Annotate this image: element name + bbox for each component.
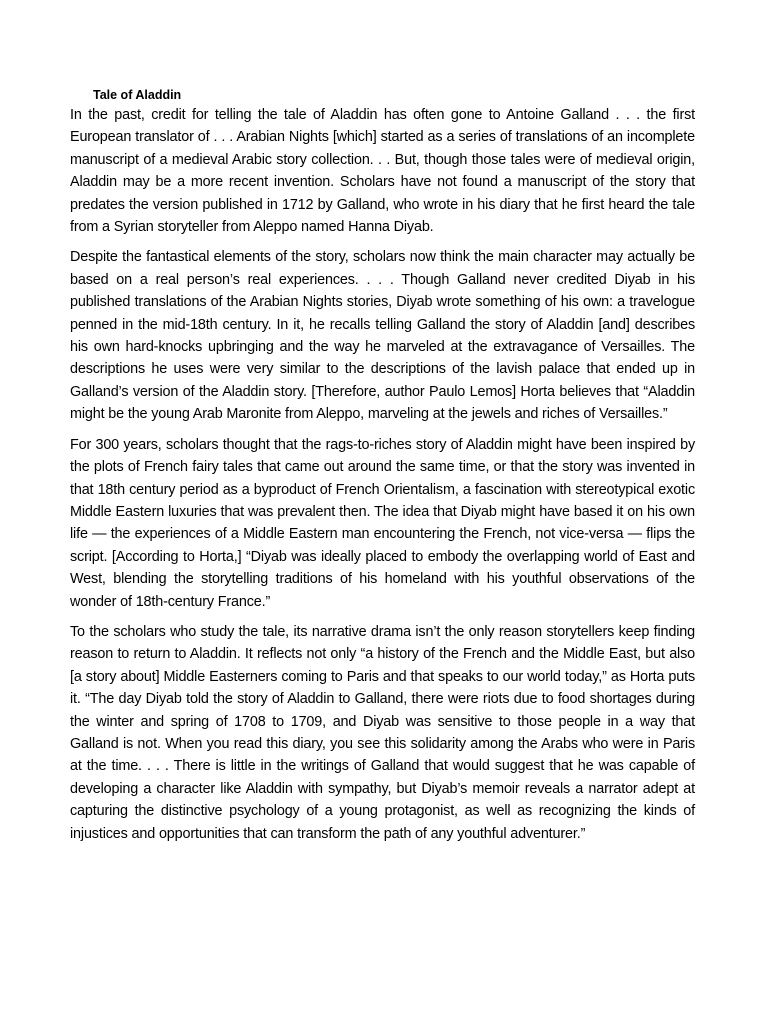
document-body <box>70 104 695 853</box>
paragraph-1: In the past, credit for telling the tale of Aladdin has often gone to Antoine Galland . . . the first European translator of . . . Arabian Nights [which] started as a series of translations of an incomplete manuscript of a medieval Arabic story collection. . . But, though those tales were of medieval origin, Aladdin may be a more recent invention. Scholars have not found a manuscript of the story that predates the version published in 1712 by Galland, who wrote in his diary that he first heard the tale from a Syrian storyteller from Aleppo named Hanna Diyab. <box>70 107 695 236</box>
paragraph-3: For 300 years, scholars thought that the rags-to-riches story of Aladdin might have been inspired by the plots of French fairy tales that came out around the same time, or that the story was invented in that 18th century period as a byproduct of French Orientalism, a fascination with stereotypical exotic Middle Eastern luxuries that was prevalent then. The idea that Diyab might have based it on his own life — the experiences of a Middle Eastern man encountering the French, not vice-versa — flips the script. [According to Horta,] “Diyab was ideally placed to embody the overlapping world of East and West, blending the storytelling traditions of his homeland with his youthful observations of the wonder of 18th-century France.” <box>70 436 695 610</box>
paragraph-4: To the scholars who study the tale, its narrative drama isn’t the only reason storytellers keep finding reason to return to Aladdin. It reflects not only “a history of the French and the Middle East, but also [a story about] Middle Easterners coming to Paris and that speaks to our world today,” as Horta puts it. “The day Diyab told the story of Aladdin to Galland, there were riots due to food shortages during the winter and spring of 1708 to 1709, and Diyab was sensitive to those people in a way that Galland is not. When you read this diary, you see this solidarity among the Arabs who were in Paris at the time. . . . There is little in the writings of Galland that would suggest that he was capable of developing a character like Aladdin with sympathy, but Diyab’s memoir reveals a narrator adept at capturing the distinctive psychology of a young protagonist, as well as recognizing the kinds of injustices and opportunities that can transform the path of any youthful adventurer.” <box>70 623 695 842</box>
document-title: Tale of Aladdin <box>93 88 182 102</box>
paragraph-2: Despite the fantastical elements of the story, scholars now think the main character may actually be based on a real person’s real experiences. . . . Though Galland never credited Diyab in his published translations of the Arabian Nights stories, Diyab wrote something of his own: a travelogue penned in the mid-18th century. In it, he recalls telling Galland the story of Aladdin [and] describes his own hard-knocks upbringing and the way he marveled at the extravagance of Versailles. The descriptions he uses were very similar to the descriptions of the lavish palace that ended up in Galland’s version of the Aladdin story. [Therefore, author Paulo Lemos] Horta believes that “Aladdin might be the young Arab Maronite from Aleppo, marveling at the jewels and riches of Versailles.” <box>70 249 695 423</box>
